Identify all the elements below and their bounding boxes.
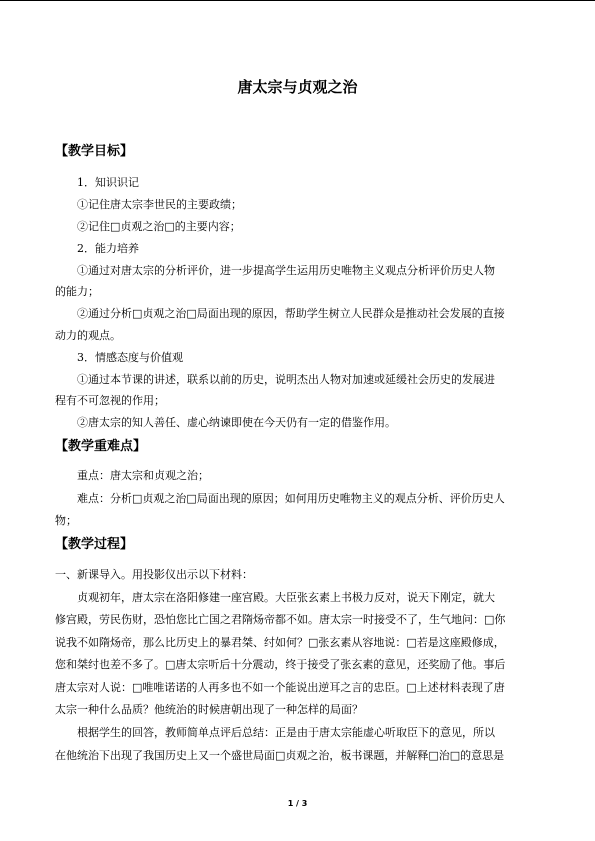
document-title: 唐太宗与贞观之治 [237, 78, 358, 96]
goal-line: 程有不可忽视的作用； [55, 394, 165, 407]
key-point-line: 难点：分析□贞观之治□局面出现的原因；如何用历史唯物主义的观点分析、评价历史人 [77, 492, 505, 505]
goal-line: 2．能力培养 [77, 242, 139, 255]
key-point-line: 重点：唐太宗和贞观之治； [77, 469, 209, 482]
goal-line: 3．情感态度与价值观 [77, 351, 183, 364]
goal-line: 动力的观点。 [55, 329, 121, 342]
goal-line: ②通过分析□贞观之治□局面出现的原因，帮助学生树立人民群众是推动社会发展的直接 [77, 307, 505, 320]
process-line: 您和桀纣也差不多了。□唐太宗听后十分震动，终于接受了张玄素的意见，还奖励了他。事后 [55, 658, 506, 671]
process-line: 根据学生的回答，教师简单点评后总结：正是由于唐太宗能虚心听取臣下的意见，所以 [77, 726, 495, 739]
process-line: 太宗一种什么品质？他统治的时候唐朝出现了一种怎样的局面？ [55, 703, 363, 716]
goal-line: ①记住唐太宗李世民的主要政绩； [77, 198, 242, 211]
goal-line: 1．知识识记 [77, 176, 139, 189]
heading-teaching-goals: 【教学目标】 [55, 144, 134, 159]
page-top-rule [0, 0, 595, 1]
key-point-line: 物； [55, 514, 77, 527]
goal-line: ①通过本节课的讲述，联系以前的历史，说明杰出人物对加速或延缓社会历史的发展进 [77, 373, 495, 386]
process-line: 说我不如隋炀帝，那么比历史上的暴君桀、纣如何？□张玄素从容地说：□若是这座殿修成， [55, 636, 505, 649]
goal-line: ①通过对唐太宗的分析评价，进一步提高学生运用历史唯物主义观点分析评价历史人物 [77, 264, 495, 277]
process-line: 在他统治下出现了我国历史上又一个盛世局面□贞观之治，板书课题，并解释□治□的意思是 [55, 749, 505, 762]
heading-key-points: 【教学重难点】 [55, 439, 147, 454]
goal-line: 的能力； [55, 285, 99, 298]
process-line: 唐太宗对人说：□唯唯诺诺的人再多也不如一个能说出逆耳之言的忠臣。□上述材料表现了唐 [55, 681, 505, 694]
heading-teaching-process: 【教学过程】 [55, 537, 134, 552]
page-number: 1 / 3 [287, 799, 308, 808]
goal-line: ②记住□贞观之治□的主要内容； [77, 220, 241, 233]
process-line: 修宫殿，劳民伤财，恐怕您比亡国之君隋炀帝都不如。唐太宗一时接受不了，生气地问：□你 [55, 613, 506, 626]
process-line: 贞观初年，唐太宗在洛阳修建一座宫殿。大臣张玄素上书极力反对，说天下刚定，就大 [77, 591, 495, 604]
process-line: 一、新课导入。用投影仪出示以下材料： [55, 568, 253, 581]
goal-line: ②唐太宗的知人善任、虚心纳谏即使在今天仍有一定的借鉴作用。 [77, 416, 396, 429]
